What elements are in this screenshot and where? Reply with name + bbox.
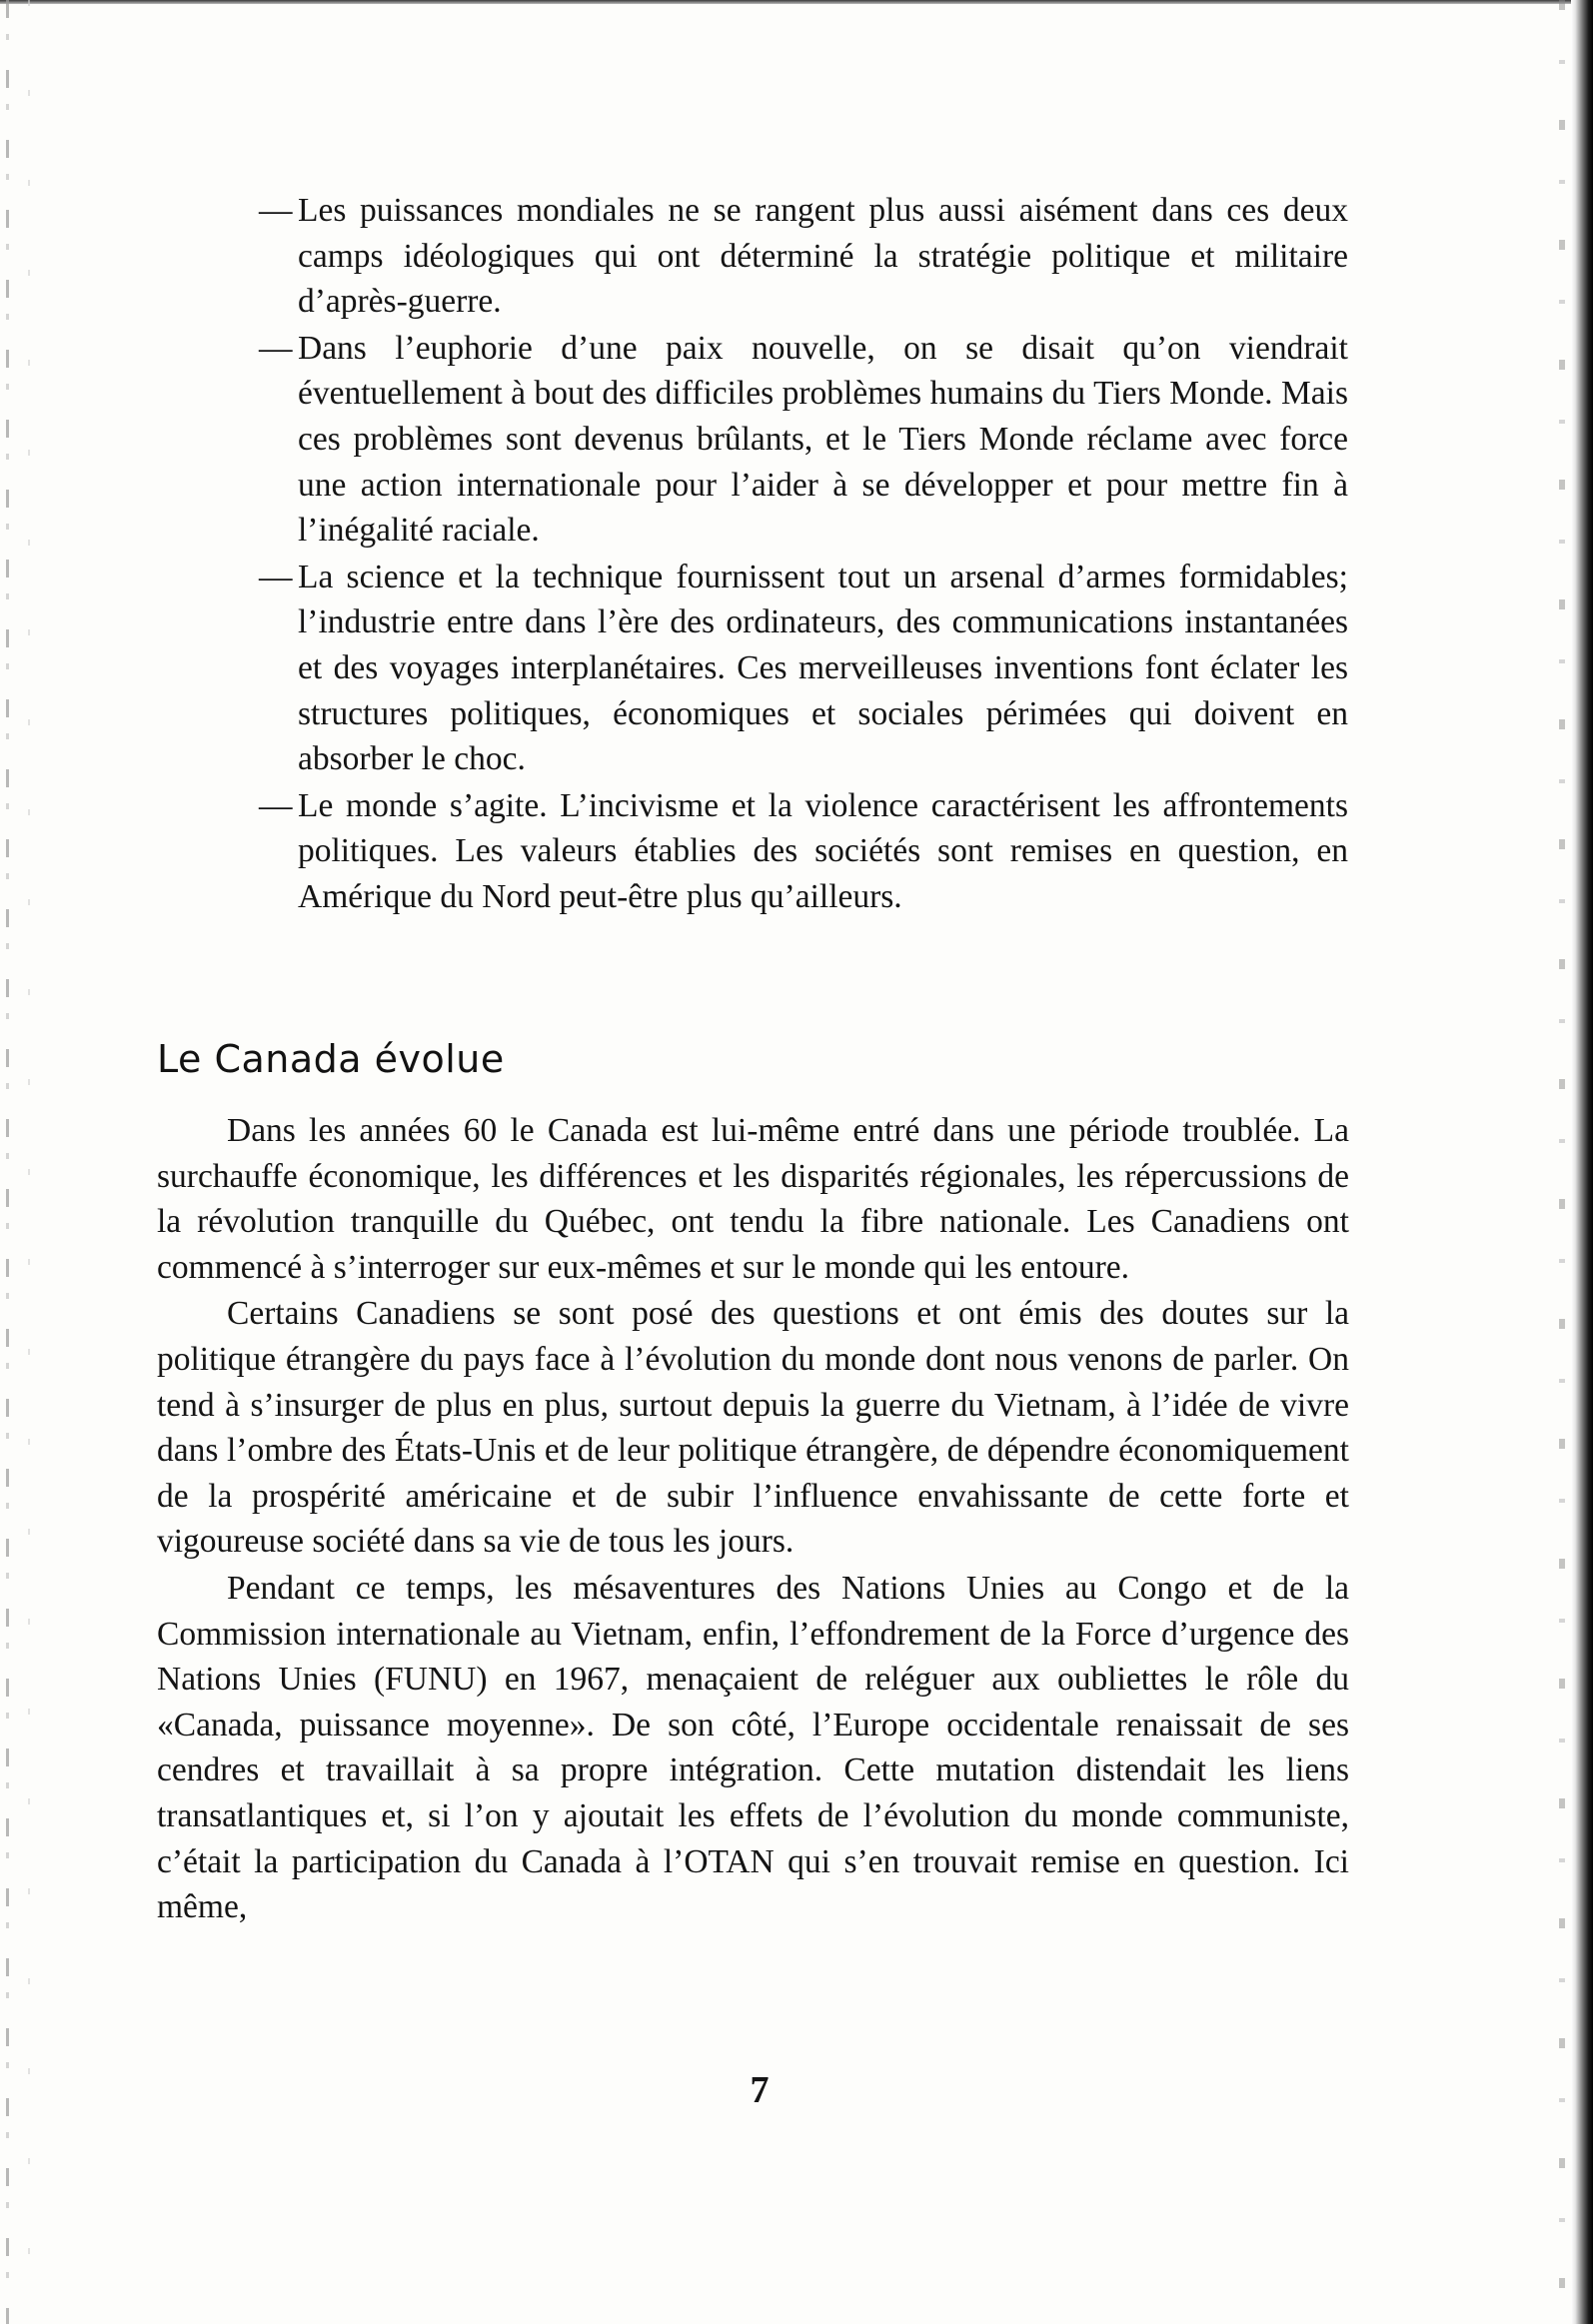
bullet-text: La science et la technique fournissent tout un arsenal d’armes formidables; l’industrie entre dans l’ère des ordinateurs, des communications instantanées et des voyages interplanétaires. Ces merveilleuses inventions font éclater les structures politiques, économiques et sociales périmées qui doivent en absorber le choc.	[298, 558, 1348, 778]
page-number: 7	[750, 2069, 770, 2111]
bullet-text: Les puissances mondiales ne se rangent plus aussi aisément dans ces deux camps idéologiques qui ont déterminé la stratégie politique et militaire d’après-guerre.	[298, 192, 1348, 321]
bullet-dash: —	[259, 558, 293, 595]
paragraph: Dans les années 60 le Canada est lui-même entré dans une période troublée. La surchauffe économique, les différences et les disparités régionales, les répercussions de la révolution tranquille du Québec, ont tendu la fibre nationale. Les Canadiens ont commencé à s’interroger sur eux-mêmes et sur le monde qui les entoure.	[157, 1112, 1349, 1286]
bullet-item	[259, 188, 1348, 325]
scan-top-edge	[0, 0, 1593, 4]
paragraph: Pendant ce temps, les mésaventures des Nations Unies au Congo et de la Commission internationale au Vietnam, enfin, l’effondrement de la Force d’urgence des Nations Unies (FUNU) en 1967, menaçaient de reléguer aux oubliettes le rôle du «Canada, puissance moyenne». De son côté, l’Europe occidentale renaissait de ses cendres et travaillait à sa propre intégration. Cette mutation distendait les liens transatlantiques et, si l’on y ajoutait les effets de l’évolution du monde communiste, c’était la participation du Canada à l’OTAN qui s’en trouvait remise en question. Ici même,	[157, 1569, 1349, 1926]
bullet-text: Dans l’euphorie d’une paix nouvelle, on se disait qu’on viendrait éventuellement à bout des difficiles problèmes humains du Tiers Monde. Mais ces problèmes sont devenus brûlants, et le Tiers Monde réclame avec force une action internationale pour l’aider à se développer et pour mettre fin à l’inégalité raciale.	[298, 329, 1348, 550]
bullet-dash: —	[259, 329, 293, 367]
bullet-text: Le monde s’agite. L’incivisme et la violence caractérisent les affrontements politiques. Les valeurs établies des sociétés sont remises en question, en Amérique du Nord peut-être plus qu’ailleurs.	[298, 786, 1348, 915]
bullet-dash: —	[259, 192, 293, 229]
bullet-dash: —	[259, 786, 293, 824]
bullet-list	[259, 188, 1348, 921]
paragraph: Certains Canadiens se sont posé des questions et ont émis des doutes sur la politique étrangère du pays face à l’évolution du monde dont nous venons de parler. On tend à s’insurger de plus en plus, surtout depuis la guerre du Vietnam, à l’idée de vivre dans l’ombre des États-Unis et de leur politique étrangère, de dépendre économiquement de la prospérité américaine et de subir l’influence envahissante de cette forte et vigoureuse société dans sa vie de tous les jours.	[157, 1295, 1349, 1561]
bullet-item	[259, 555, 1348, 782]
section-body	[157, 1108, 1349, 1931]
section-heading: Le Canada évolue	[157, 1037, 505, 1081]
bullet-item	[259, 783, 1348, 920]
bullet-item	[259, 326, 1348, 554]
scan-left-edge	[6, 0, 9, 2324]
scan-right-specks	[1559, 0, 1565, 2324]
scan-right-edge	[1571, 0, 1593, 2324]
scan-left-specks	[28, 0, 30, 2324]
